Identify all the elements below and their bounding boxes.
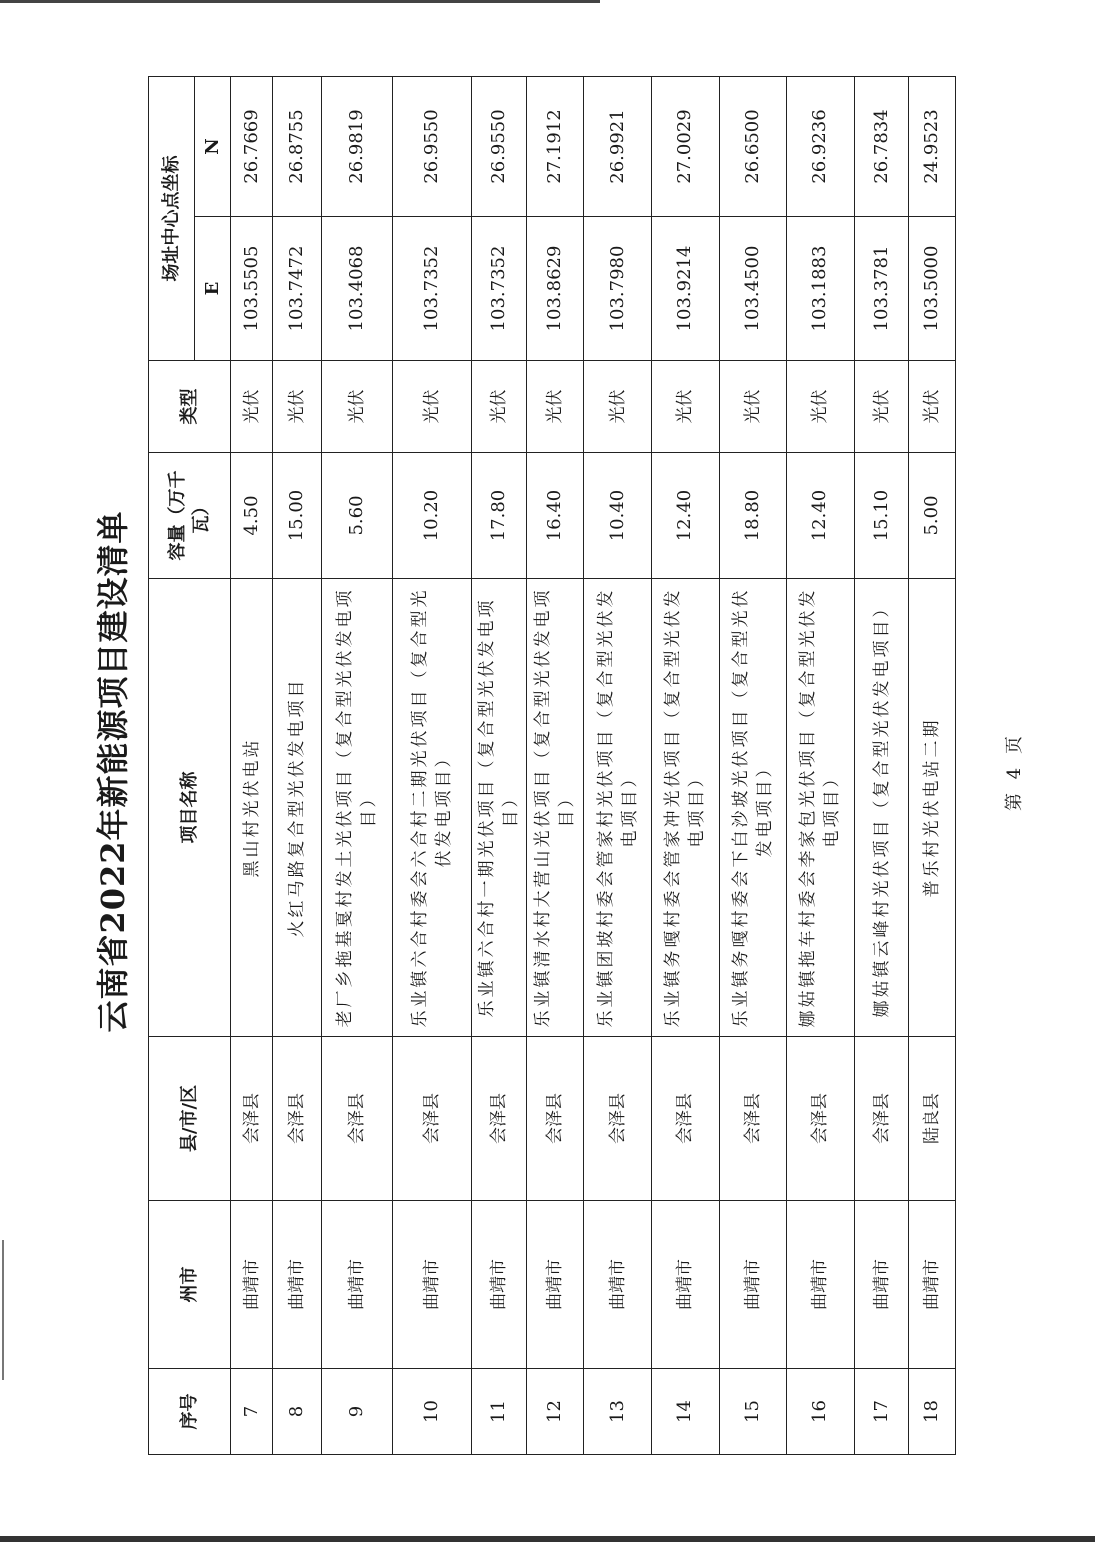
cell-type: 光伏 — [652, 361, 720, 453]
table-row — [393, 77, 471, 1455]
header-county: 县/市/区 — [149, 1037, 231, 1201]
page-number: 第 4 页 — [1004, 732, 1025, 811]
cell-capacity: 5.00 — [909, 453, 956, 579]
cell-n: 26.9550 — [471, 77, 527, 217]
cell-capacity: 10.20 — [393, 453, 471, 579]
cell-seq: 14 — [652, 1369, 720, 1455]
cell-capacity: 15.10 — [854, 453, 909, 579]
header-seq: 序号 — [149, 1369, 231, 1455]
cell-city: 曲靖市 — [584, 1201, 652, 1369]
cell-seq: 13 — [584, 1369, 652, 1455]
table-row — [854, 77, 909, 1455]
cell-type: 光伏 — [584, 361, 652, 453]
cell-name: 乐业镇团坡村委会管家村光伏项目（复合型光伏发电项目） — [584, 579, 652, 1037]
cell-type: 光伏 — [527, 361, 584, 453]
cell-capacity: 5.60 — [321, 453, 393, 579]
table-row — [584, 77, 652, 1455]
header-capacity: 容量（万千瓦） — [149, 453, 231, 579]
cell-name: 乐业镇六合村一期光伏项目（复合型光伏发电项目） — [471, 579, 527, 1037]
cell-type: 光伏 — [854, 361, 909, 453]
header-city: 州市 — [149, 1201, 231, 1369]
cell-county: 会泽县 — [321, 1037, 393, 1201]
cell-seq: 11 — [471, 1369, 527, 1455]
cell-e: 103.4068 — [321, 217, 393, 361]
cell-county: 会泽县 — [787, 1037, 855, 1201]
cell-name: 娜姑镇云峰村光伏项目（复合型光伏发电项目） — [854, 579, 909, 1037]
table-row — [231, 77, 273, 1455]
cell-seq: 12 — [527, 1369, 584, 1455]
cell-name: 娜姑镇拖车村委会李家包光伏项目（复合型光伏发电项目） — [787, 579, 855, 1037]
cell-city: 曲靖市 — [471, 1201, 527, 1369]
header-n: N — [195, 77, 231, 217]
cell-e: 103.7472 — [273, 217, 322, 361]
cell-county: 会泽县 — [652, 1037, 720, 1201]
cell-city: 曲靖市 — [231, 1201, 273, 1369]
cell-e: 103.7980 — [584, 217, 652, 361]
cell-n: 26.9921 — [584, 77, 652, 217]
cell-e: 103.7352 — [471, 217, 527, 361]
cell-seq: 16 — [787, 1369, 855, 1455]
cell-capacity: 18.80 — [719, 453, 787, 579]
table-row — [719, 77, 787, 1455]
cell-e: 103.5000 — [909, 217, 956, 361]
cell-n: 27.0029 — [652, 77, 720, 217]
cell-county: 会泽县 — [273, 1037, 322, 1201]
cell-e: 103.1883 — [787, 217, 855, 361]
cell-type: 光伏 — [393, 361, 471, 453]
cell-county: 会泽县 — [584, 1037, 652, 1201]
table-row — [652, 77, 720, 1455]
table-row — [909, 77, 956, 1455]
header-type: 类型 — [149, 361, 231, 453]
cell-e: 103.3781 — [854, 217, 909, 361]
header-name: 项目名称 — [149, 579, 231, 1037]
cell-n: 27.1912 — [527, 77, 584, 217]
cell-seq: 18 — [909, 1369, 956, 1455]
cell-e: 103.8629 — [527, 217, 584, 361]
cell-city: 曲靖市 — [909, 1201, 956, 1369]
cell-type: 光伏 — [909, 361, 956, 453]
cell-seq: 8 — [273, 1369, 322, 1455]
cell-capacity: 10.40 — [584, 453, 652, 579]
cell-city: 曲靖市 — [321, 1201, 393, 1369]
cell-type: 光伏 — [321, 361, 393, 453]
header-e: E — [195, 217, 231, 361]
cell-type: 光伏 — [273, 361, 322, 453]
cell-county: 会泽县 — [231, 1037, 273, 1201]
cell-county: 会泽县 — [471, 1037, 527, 1201]
table-row — [273, 77, 322, 1455]
cell-capacity: 4.50 — [231, 453, 273, 579]
cell-e: 103.9214 — [652, 217, 720, 361]
cell-n: 26.8755 — [273, 77, 322, 217]
cell-name: 火红马路复合型光伏发电项目 — [273, 579, 322, 1037]
cell-n: 26.9236 — [787, 77, 855, 217]
cell-type: 光伏 — [719, 361, 787, 453]
cell-county: 会泽县 — [393, 1037, 471, 1201]
cell-city: 曲靖市 — [273, 1201, 322, 1369]
cell-type: 光伏 — [231, 361, 273, 453]
cell-seq: 17 — [854, 1369, 909, 1455]
cell-capacity: 12.40 — [787, 453, 855, 579]
cell-city: 曲靖市 — [652, 1201, 720, 1369]
cell-name: 乐业镇清水村大营山光伏项目（复合型光伏发电项目） — [527, 579, 584, 1037]
cell-n: 26.9550 — [393, 77, 471, 217]
document-title: 云南省2022年新能源项目建设清单 — [94, 510, 132, 1033]
cell-n: 24.9523 — [909, 77, 956, 217]
cell-name: 乐业镇务嘎村委会管家冲光伏项目（复合型光伏发电项目） — [652, 579, 720, 1037]
cell-city: 曲靖市 — [787, 1201, 855, 1369]
header-row-1 — [149, 77, 195, 1455]
cell-n: 26.9819 — [321, 77, 393, 217]
table-row — [787, 77, 855, 1455]
cell-e: 103.5505 — [231, 217, 273, 361]
cell-type: 光伏 — [787, 361, 855, 453]
cell-capacity: 16.40 — [527, 453, 584, 579]
cell-city: 曲靖市 — [854, 1201, 909, 1369]
project-table — [148, 76, 956, 1455]
cell-n: 26.7669 — [231, 77, 273, 217]
cell-capacity: 15.00 — [273, 453, 322, 579]
cell-capacity: 17.80 — [471, 453, 527, 579]
table-body — [231, 77, 956, 1455]
cell-type: 光伏 — [471, 361, 527, 453]
cell-seq: 10 — [393, 1369, 471, 1455]
cell-n: 26.7834 — [854, 77, 909, 217]
cell-name: 乐业镇务嘎村委会下白沙坡光伏项目（复合型光伏发电项目） — [719, 579, 787, 1037]
cell-name: 老厂乡拖基戛村发土光伏项目（复合型光伏发电项目） — [321, 579, 393, 1037]
cell-county: 会泽县 — [527, 1037, 584, 1201]
cell-name: 普乐村光伏电站二期 — [909, 579, 956, 1037]
cell-e: 103.4500 — [719, 217, 787, 361]
table-row — [321, 77, 393, 1455]
cell-capacity: 12.40 — [652, 453, 720, 579]
cell-e: 103.7352 — [393, 217, 471, 361]
cell-seq: 7 — [231, 1369, 273, 1455]
cell-county: 陆良县 — [909, 1037, 956, 1201]
table-row — [471, 77, 527, 1455]
cell-seq: 15 — [719, 1369, 787, 1455]
cell-seq: 9 — [321, 1369, 393, 1455]
header-coords: 场址中心点坐标 — [149, 77, 195, 361]
cell-city: 曲靖市 — [527, 1201, 584, 1369]
cell-name: 乐业镇六合村委会六合村二期光伏项目（复合型光伏发电项目） — [393, 579, 471, 1037]
cell-city: 曲靖市 — [393, 1201, 471, 1369]
cell-county: 会泽县 — [719, 1037, 787, 1201]
cell-county: 会泽县 — [854, 1037, 909, 1201]
cell-name: 黑山村光伏电站 — [231, 579, 273, 1037]
cell-n: 26.6500 — [719, 77, 787, 217]
table-row — [527, 77, 584, 1455]
cell-city: 曲靖市 — [719, 1201, 787, 1369]
